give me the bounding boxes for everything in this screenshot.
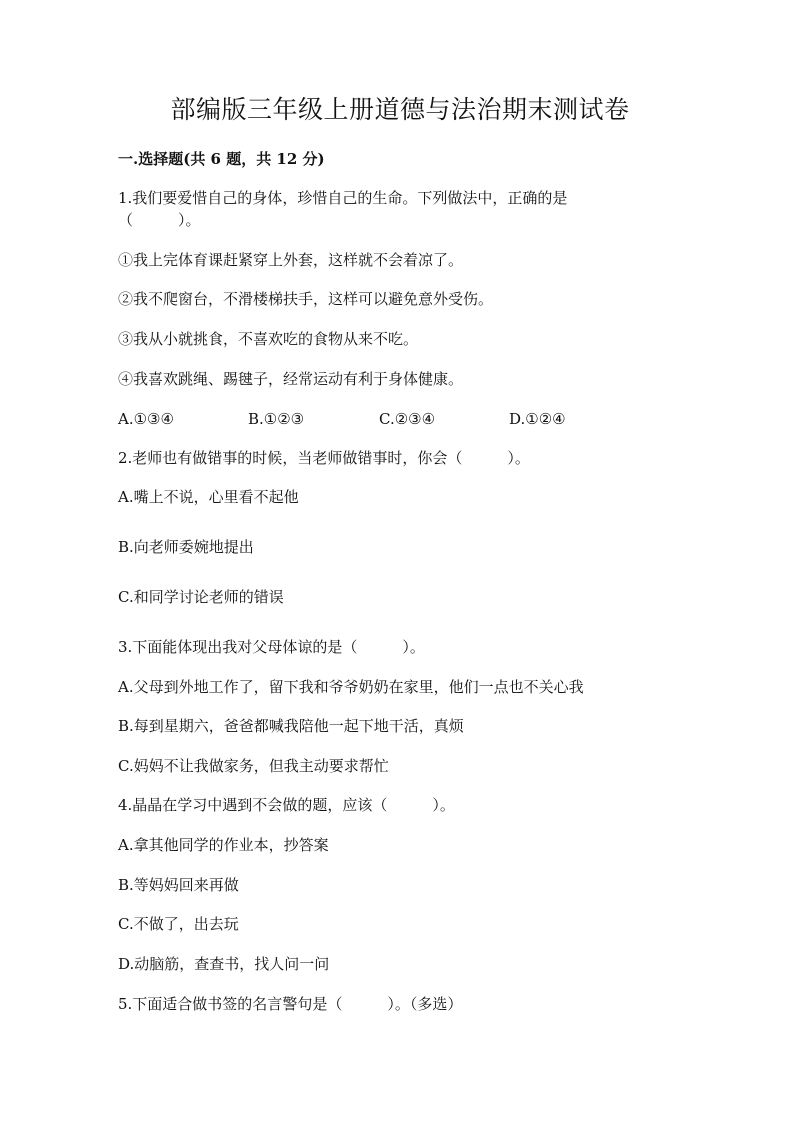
question-1-option-d: D.①②④ [509,410,566,428]
question-3-option-b: B.每到星期六，爸爸都喊我陪他一起下地干活，真烦 [118,717,464,735]
question-1-option-b: B.①②③ [248,410,305,428]
question-4-option-d: D.动脑筋，查查书，找人问一问 [118,955,330,973]
question-1-stem: 1.我们要爱惜自己的身体，珍惜自己的生命。下列做法中，正确的是 [118,189,568,207]
question-1-stem-continued: （ ）。 [118,211,201,229]
question-4-option-a: A.拿其他同学的作业本，抄答案 [118,836,329,854]
question-3-option-c: C.妈妈不让我做家务，但我主动要求帮忙 [118,757,389,775]
question-1-statement-1: ①我上完体育课赶紧穿上外套，这样就不会着凉了。 [118,251,464,269]
section-heading: 一.选择题(共 6 题，共 12 分) [118,150,325,168]
question-2-option-c: C.和同学讨论老师的错误 [118,588,284,606]
question-4-option-b: B.等妈妈回来再做 [118,876,239,894]
question-2-option-a: A.嘴上不说，心里看不起他 [118,488,299,506]
question-1-statement-2: ②我不爬窗台，不滑楼梯扶手，这样可以避免意外受伤。 [118,290,494,308]
question-3-option-a: A.父母到外地工作了，留下我和爷爷奶奶在家里，他们一点也不关心我 [118,678,584,696]
question-4-stem: 4.晶晶在学习中遇到不会做的题，应该（ ）。 [118,796,455,814]
question-1-option-a: A.①③④ [118,410,174,428]
question-4-option-c: C.不做了，出去玩 [118,915,239,933]
question-5-stem: 5.下面适合做书签的名言警句是（ ）。（多选） [118,995,463,1013]
question-2-option-b: B.向老师委婉地提出 [118,538,254,556]
question-2-stem: 2.老师也有做错事的时候，当老师做错事时，你会（ ）。 [118,449,530,467]
question-1-statement-4: ④我喜欢跳绳、踢毽子，经常运动有利于身体健康。 [118,370,464,388]
question-1-statement-3: ③我从小就挑食，不喜欢吃的食物从来不吃。 [118,330,419,348]
page-title: 部编版三年级上册道德与法治期末测试卷 [170,95,630,124]
question-1-option-c: C.②③④ [379,410,436,428]
question-3-stem: 3.下面能体现出我对父母体谅的是（ ）。 [118,638,425,656]
